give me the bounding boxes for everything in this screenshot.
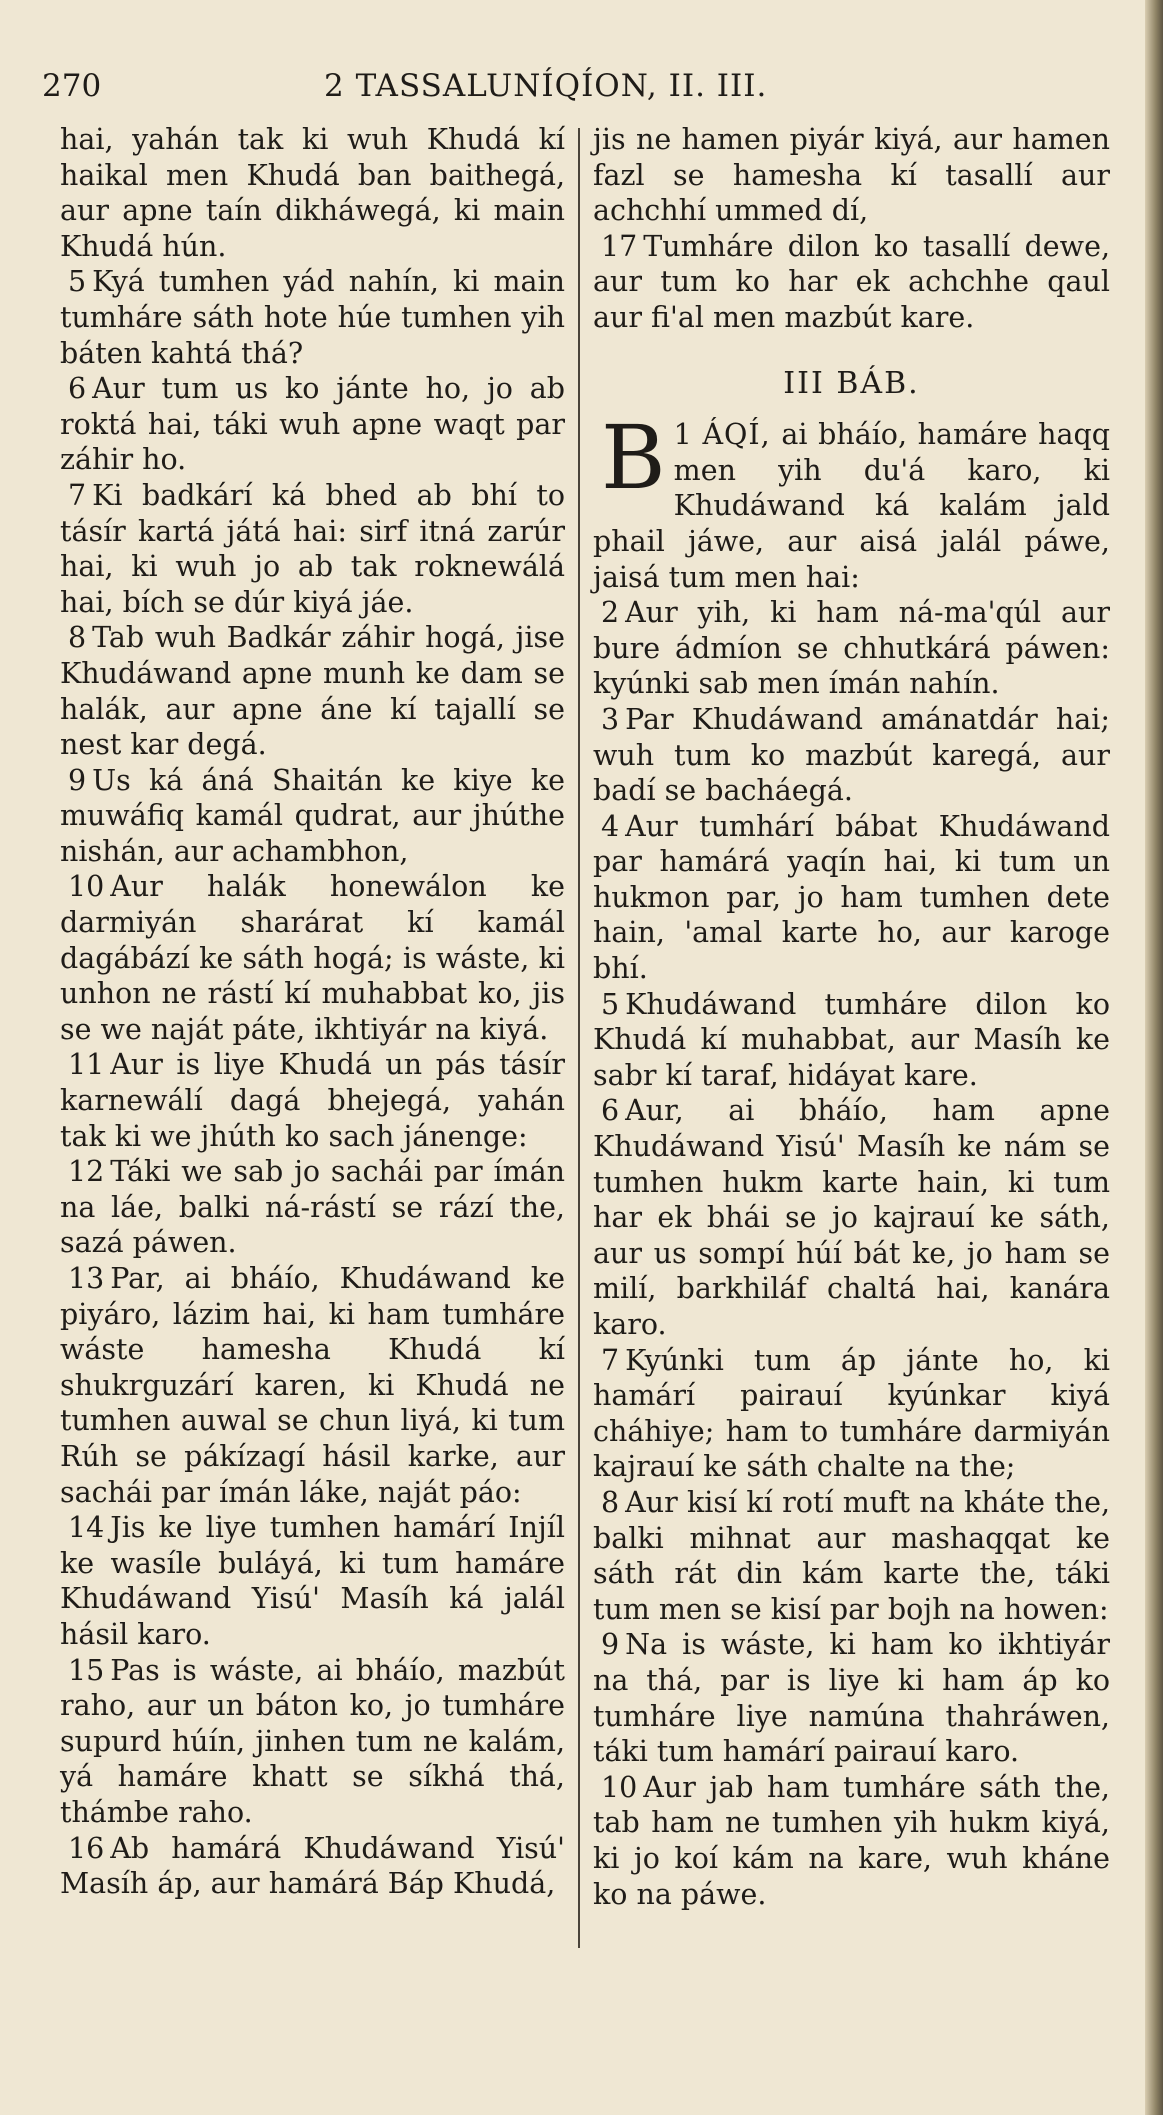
- verse: [593, 987, 1110, 1094]
- verse-number: 10: [68, 870, 105, 904]
- verse: [60, 1831, 565, 1902]
- verse-text: Aur yih, ki ham ná-ma'qúl aur bure ádmíon se chhutkárá páwen: kyúnki sab men ímán nahín.: [593, 596, 1110, 701]
- right-column-chapter-two-end: [593, 122, 1110, 336]
- verse-number: 6: [68, 372, 87, 406]
- verse: [60, 1047, 565, 1154]
- verse-number: 7: [601, 1343, 620, 1377]
- verse-number: 16: [68, 1831, 105, 1865]
- verse: [60, 1261, 565, 1510]
- verse-first-word: ÁQÍ,: [702, 418, 771, 452]
- verse: [60, 1154, 565, 1261]
- verse-number: 2: [601, 596, 620, 630]
- verse: [593, 1770, 1110, 1912]
- verse: [60, 620, 565, 762]
- verse-number: 11: [68, 1048, 105, 1082]
- verse: [60, 869, 565, 1047]
- verse-text: hai, yahán tak ki wuh Khudá kí haikal men Khudá ban baithegá, aur apne taín dikháwegá, ki main Khudá hún.: [60, 123, 565, 263]
- verse-text: Na is wáste, ki ham ko ikhtiyár na thá, par is liye ki ham áp ko tumháre liye namúna thahráwen, táki tum hamárí pairauí karo.: [593, 1628, 1110, 1769]
- verse-text: Tab wuh Badkár záhir hogá, jise Khudáwand apne munh ke dam se halák, aur apne áne kí tajallí se nest kar degá.: [60, 621, 565, 762]
- running-title: 2 TASSALUNÍQÍON, II. III.: [324, 68, 768, 104]
- verse: [60, 1653, 565, 1831]
- page-edge: [1145, 0, 1163, 2115]
- verse-number: 10: [601, 1770, 638, 1804]
- verse-text: Aur tumhárí bábat Khudáwand par hamárá yaqín hai, ki tum un hukmon par, jo ham tumhen dete hain, 'amal karte ho, aur karoge bhí.: [593, 809, 1110, 986]
- verse: [593, 595, 1110, 702]
- verse-number: 17: [601, 229, 638, 263]
- column-divider: [578, 128, 580, 1948]
- verse-text: Ab hamárá Khudáwand Yisú' Masíh áp, aur hamárá Báp Khudá,: [60, 1831, 565, 1901]
- left-column: [60, 122, 565, 1902]
- verse-number: 6: [601, 1094, 620, 1128]
- verse-text: Táki we sab jo sachái par ímán na láe, balki ná-rástí se rází the, sazá páwen.: [60, 1155, 565, 1260]
- verse-number: 5: [601, 987, 620, 1021]
- verse-number: 5: [68, 265, 87, 299]
- verse: [593, 1093, 1110, 1342]
- verse-number: 8: [68, 621, 87, 655]
- verse: [593, 809, 1110, 987]
- verse-number: 8: [601, 1485, 620, 1519]
- verse-number: 13: [68, 1262, 105, 1295]
- verse: [593, 702, 1110, 809]
- verse: [593, 406, 1110, 595]
- verse-number: 12: [68, 1155, 105, 1189]
- verse: [60, 1510, 565, 1652]
- verse-number: 3: [601, 702, 620, 736]
- verse-text: Kyúnki tum áp jánte ho, ki hamárí pairauí kyúnkar kiyá cháhiye; ham to tumháre darmiyán kajrauí ke sáth chalte na the;: [593, 1343, 1110, 1484]
- verse-number: 4: [601, 809, 620, 843]
- verse-text: ai bháío, hamáre haqq men yih du'á karo, ki Khudáwand ká kalám jald phail jáwe, aur aisá jalál páwe, jaisá tum men hai:: [593, 418, 1110, 594]
- verse-text: Aur kisí kí rotí muft na kháte the, balki mihnat aur mashaqqat ke sáth rát din kám karte the, táki tum men se kisí par bojh na howen:: [593, 1485, 1110, 1626]
- verse-number: 9: [601, 1628, 620, 1662]
- verse: [593, 1485, 1110, 1627]
- verse-text: Aur tum us ko jánte ho, jo ab roktá hai, táki wuh apne waqt par záhir ho.: [60, 372, 565, 477]
- verse: [60, 478, 565, 620]
- verse: [60, 371, 565, 478]
- page-number: 270: [42, 68, 102, 104]
- verse-text: Aur is liye Khudá un pás tásír karnewálí dagá bhejegá, yahán tak ki we jhúth ko sach jánenge:: [60, 1048, 565, 1153]
- verse-number: 15: [68, 1653, 105, 1687]
- verse: [593, 1343, 1110, 1485]
- verse: [60, 763, 565, 870]
- verse: [593, 229, 1110, 336]
- chapter-heading: III BÁB.: [783, 365, 920, 401]
- right-column-chapter-three: [593, 595, 1110, 1912]
- verse-text: Kyá tumhen yád nahín, ki main tumháre sáth hote húe tumhen yih báten kahtá thá?: [60, 265, 565, 370]
- verse-text: Pas is wáste, ai bháío, mazbút raho, aur un báton ko, jo tumháre supurd húín, jinhen tum ne kalám, yá hamáre khatt se síkhá thá, thámbe raho.: [60, 1653, 565, 1829]
- verse-text: Aur halák honewálon ke darmiyán sharárat kí kamál dagábází ke sáth hogá; is wáste, ki unhon ne rástí kí muhabbat ko, jis se we naját páte, ikhtiyár na kiyá.: [60, 870, 565, 1046]
- drop-cap: B: [601, 406, 666, 510]
- verse-text: Us ká áná Shaitán ke kiye ke muwáfiq kamál qudrat, aur jhúthe nishán, aur achambhon,: [60, 763, 565, 868]
- verse-text: Ki badkárí ká bhed ab bhí to tásír kartá játá hai: sirf itná zarúr hai, ki wuh jo ab tak roknewálá hai, bích se dúr kiyá jáe.: [60, 478, 565, 619]
- verse-number: 1: [673, 418, 692, 452]
- verse: [60, 264, 565, 371]
- verse-text: Tumháre dilon ko tasallí dewe, aur tum ko har ek achchhe qaul aur fi'al men mazbút kare.: [593, 229, 1110, 334]
- verse-text: Jis ke liye tumhen hamárí Injíl ke wasíle buláyá, ki tum hamáre Khudáwand Yisú' Masíh ká jalál hásil karo.: [60, 1511, 565, 1651]
- right-column: [593, 122, 1110, 1912]
- verse-number: 14: [68, 1511, 105, 1545]
- verse-number: 9: [68, 763, 87, 797]
- verse-number: 7: [68, 478, 87, 512]
- verse: [60, 122, 565, 264]
- verse-text: Khudáwand tumháre dilon ko Khudá kí muhabbat, aur Masíh ke sabr kí taraf, hidáyat kare.: [593, 987, 1110, 1092]
- verse-text: Par Khudáwand amánatdár hai; wuh tum ko mazbút karegá, aur badí se bacháegá.: [593, 702, 1110, 808]
- verse-text: Aur jab ham tumháre sáth the, tab ham ne tumhen yih hukm kiyá, ki jo koí kám na kare, wuh kháne ko na páwe.: [593, 1770, 1110, 1911]
- verse: [593, 122, 1110, 229]
- verse-text: Aur, ai bháío, ham apne Khudáwand Yisú' Masíh ke nám se tumhen hukm karte hain, ki tum har ek bhái se jo kajrauí ke sáth, aur us sompí húí bát ke, jo ham se milí, barkhiláf chaltá hai, kanára karo.: [593, 1094, 1110, 1341]
- verse-text: Par, ai bháío, Khudáwand ke piyáro, lázim hai, ki ham tumháre wáste hamesha Khudá kí shukrguzárí karen, ki Khudá ne tumhen auwal se chun liyá, ki tum Rúh se pákízagí hásil karke, aur sachái par ímán láke, naját páo:: [60, 1262, 565, 1509]
- page-header: [42, 68, 1122, 112]
- verse: [593, 1627, 1110, 1769]
- verse-text: jis ne hamen piyár kiyá, aur hamen fazl se hamesha kí tasallí aur achchhí ummed dí,: [593, 123, 1110, 228]
